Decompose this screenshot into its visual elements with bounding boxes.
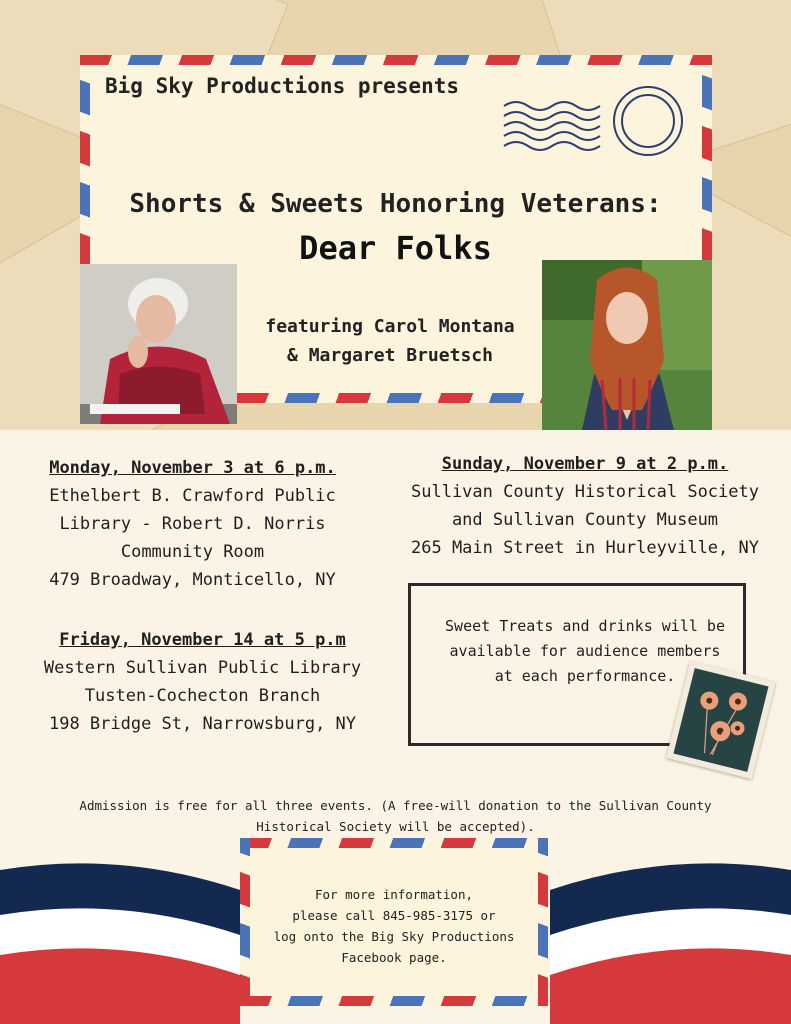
info-line: For more information, bbox=[314, 887, 474, 902]
event-line: Library - Robert D. Norris bbox=[59, 514, 326, 534]
event-monday bbox=[20, 454, 365, 594]
event-date: Sunday, November 9 at 2 p.m. bbox=[441, 454, 729, 474]
featuring-line-2: & Margaret Bruetsch bbox=[287, 345, 493, 366]
info-line: Facebook page. bbox=[341, 950, 447, 965]
admission-line: Admission is free for all three events. (A free-will donation to the Sullivan County bbox=[79, 798, 712, 813]
treats-line: Sweet Treats and drinks will be bbox=[445, 617, 725, 635]
admission-note bbox=[40, 795, 751, 837]
event-date: Monday, November 3 at 6 p.m. bbox=[49, 458, 336, 478]
info-stripe-bottom bbox=[240, 996, 548, 1006]
info-text bbox=[240, 884, 548, 968]
event-sunday bbox=[385, 450, 785, 562]
event-title: Shorts & Sweets Honoring Veterans: bbox=[129, 189, 662, 219]
event-line: and Sullivan County Museum bbox=[451, 510, 719, 530]
event-line: 198 Bridge St, Narrowsburg, NY bbox=[48, 714, 357, 734]
event-line: 479 Broadway, Monticello, NY bbox=[49, 570, 336, 590]
presenter-line: Big Sky Productions presents bbox=[105, 74, 460, 98]
event-line: 265 Main Street in Hurleyville, NY bbox=[411, 538, 759, 558]
event-date: Friday, November 14 at 5 p.m bbox=[59, 630, 346, 650]
event-line: Community Room bbox=[120, 542, 265, 562]
event-friday bbox=[20, 626, 385, 738]
performer-photo-margaret bbox=[542, 260, 712, 430]
airmail-stripe-bottom bbox=[237, 393, 542, 403]
event-line: Sullivan County Historical Society bbox=[411, 482, 759, 502]
show-title: Dear Folks bbox=[299, 229, 492, 267]
info-stripe-top bbox=[240, 838, 548, 848]
performer-photo-carol bbox=[80, 264, 237, 424]
treats-line: available for audience members bbox=[449, 642, 721, 660]
event-line: Ethelbert B. Crawford Public bbox=[49, 486, 336, 506]
airmail-stripe-top bbox=[80, 55, 712, 65]
event-line: Western Sullivan Public Library bbox=[43, 658, 362, 678]
info-line: log onto the Big Sky Productions bbox=[273, 929, 515, 944]
info-line: please call 845-985-3175 or bbox=[292, 908, 496, 923]
event-line: Tusten-Cochecton Branch bbox=[84, 686, 321, 706]
treats-line: at each performance. bbox=[494, 667, 676, 685]
postmark-icon bbox=[500, 76, 700, 166]
featuring-line-1: featuring Carol Montana bbox=[265, 316, 515, 337]
admission-line: Historical Society will be accepted). bbox=[256, 819, 535, 834]
featuring-text bbox=[240, 312, 540, 370]
